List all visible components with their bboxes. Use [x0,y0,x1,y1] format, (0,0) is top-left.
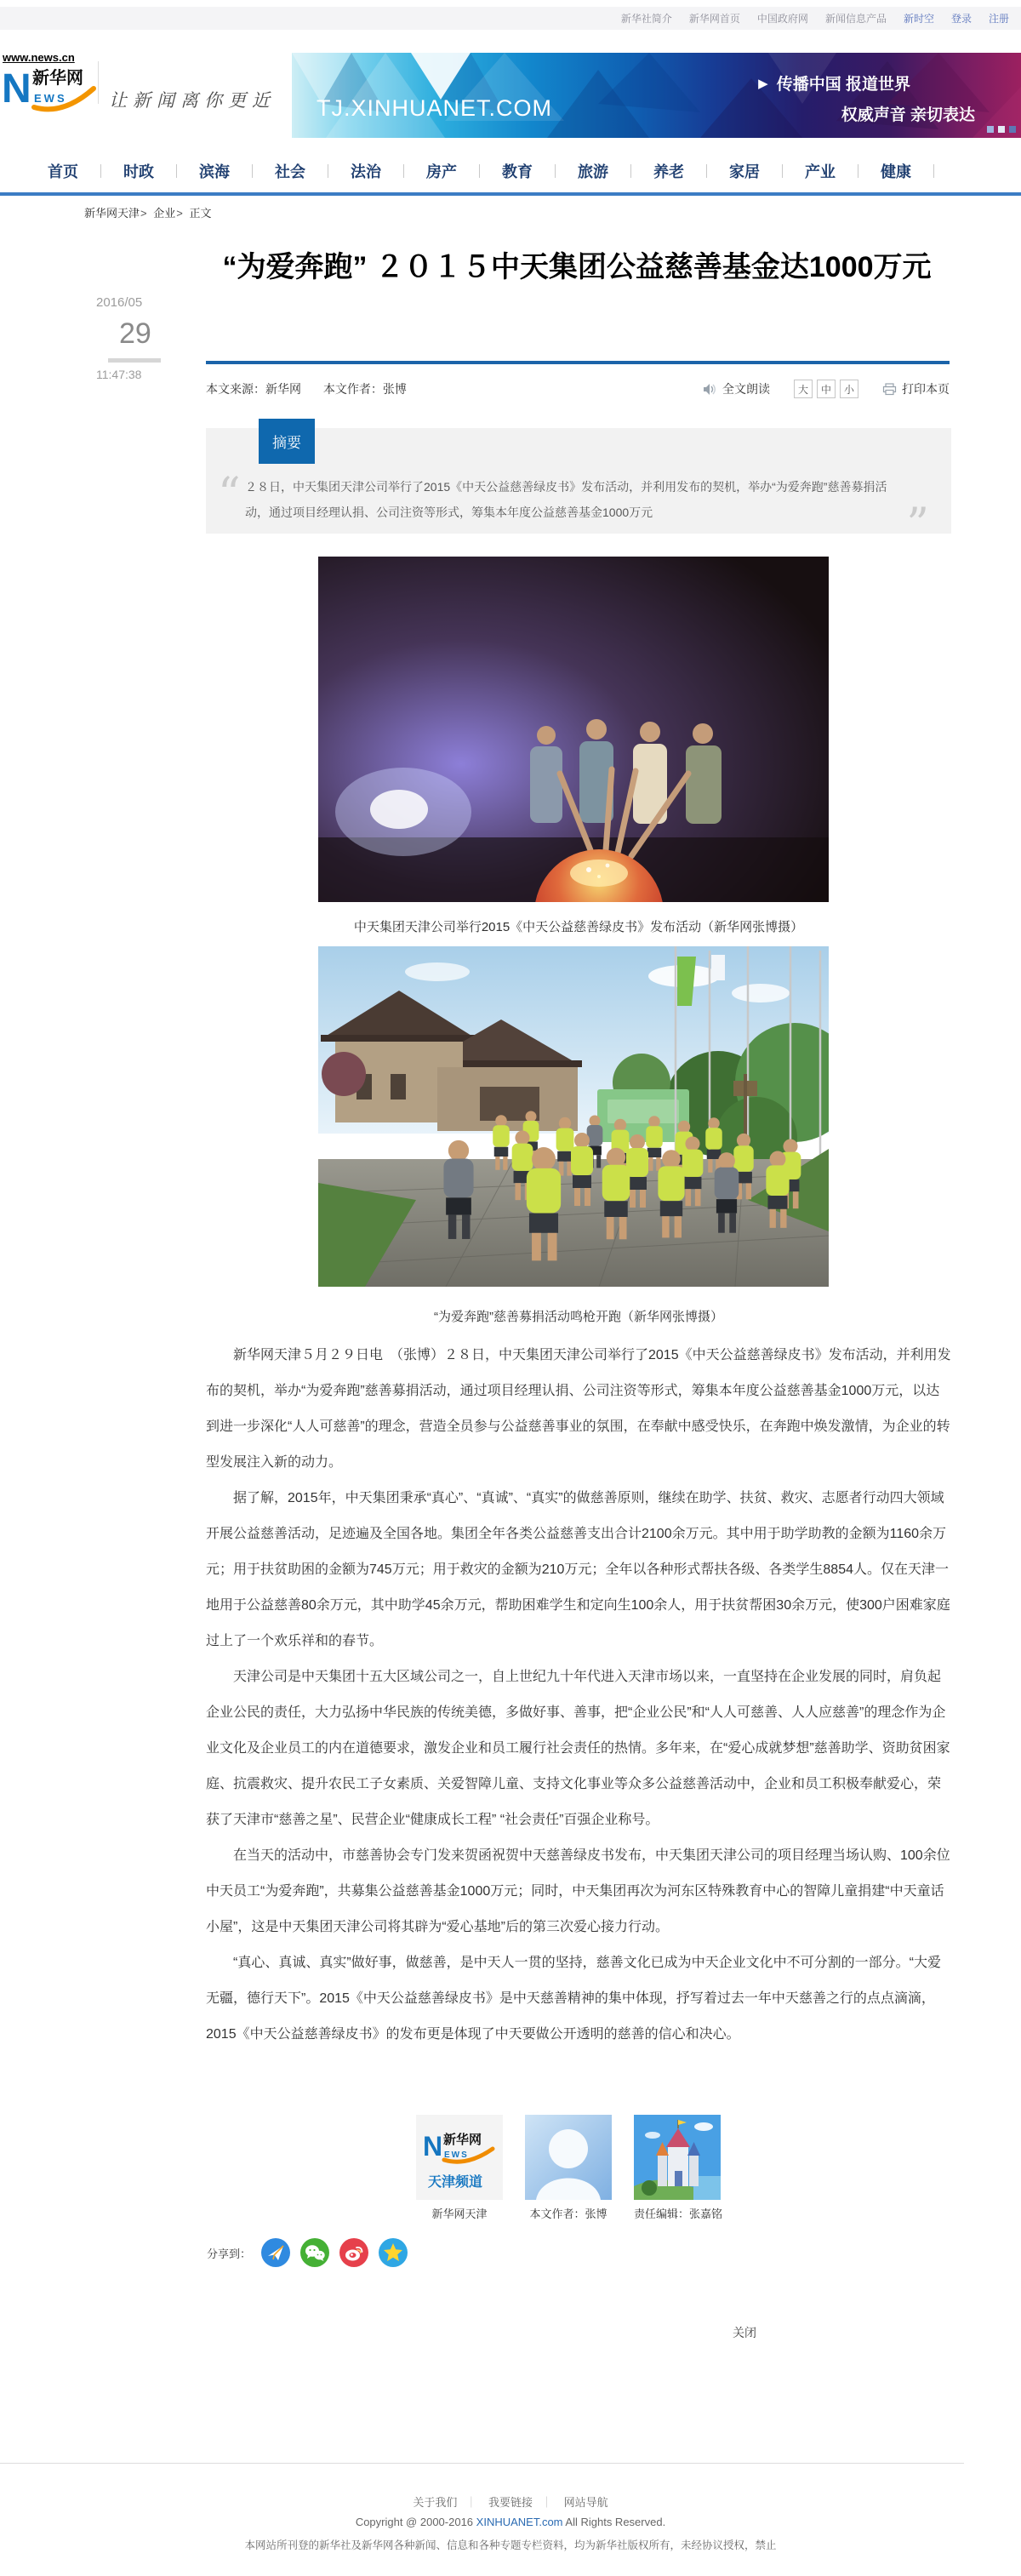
nav-item-education[interactable]: 教育 [502,163,533,180]
author-avatar [525,2115,612,2200]
play-arrow-icon: ▶ [758,76,768,91]
credit-channel-label: 新华网天津 [431,2208,488,2220]
pager-square-2[interactable] [998,126,1005,133]
topbar-link-register[interactable]: 注册 [988,13,1009,25]
speaker-icon [703,383,717,396]
footer-link-sitemap[interactable]: 网站导航 [563,2496,608,2509]
topbar-link-news-products[interactable]: 新闻信息产品 [824,13,887,25]
site-tagline: 让新闻离你更近 [109,90,276,111]
topbar-link-xinshikong[interactable]: 新时空 [903,13,934,25]
article-author: 本文作者：张博 [322,382,407,396]
topbar-link-xinhua-intro[interactable]: 新华社简介 [620,13,672,25]
tencent-weibo-share-icon[interactable] [261,2238,290,2267]
nav-item-furnishing[interactable]: 家居 [729,163,760,180]
abstract-box [206,428,951,551]
breadcrumb-channel[interactable]: 新华网天津 [84,207,140,220]
photo-charity-run [318,946,829,1291]
paragraph: 据了解，2015年，中天集团秉承“真心”、“真诚”、“真实”的做慈善原则，继续在助学、扶贫、救灾、志愿者行动四大领域开展公益慈善活动，足迹遍及全国各地。集团全年各类公益慈善支出合计2100余万元。其中用于助学助教的金额为1160余万元；用于扶贫助困的金额为745万元；用于救灾的金额为210万元；全年以各种形式帮扶各级、各类学生8854人。仅在天津一地用于公益慈善80余万元，其中助学45余万元，帮助困难学生和定向生100余人，用于扶贫帮困30余万元，使300户困难家庭过上了一个欢乐祥和的春节。 [206,1491,950,1648]
banner-slogan-1: ▶ 传播中国 报道世界 [758,76,910,94]
article-tools [703,380,950,398]
sina-weibo-share-icon[interactable] [339,2238,368,2267]
footer-disclaimer: 本网站所刊登的新华社及新华网各种新闻、信息和各种专题专栏资料，均为新华社版权所有，未经协议授权，禁止 [244,2539,777,2551]
banner-slogan-2: 权威声音 亲切表达 [841,106,975,124]
logo-n-letter: N [2,66,31,111]
xinhua-tianjin-channel-logo [416,2115,503,2200]
printer-icon [882,383,897,396]
svg-text:N: N [423,2131,443,2162]
nav-item-binhai[interactable]: 滨海 [199,163,230,180]
nav-item-property[interactable]: 房产 [426,163,457,180]
article-body [206,1338,951,2053]
article-meta-left [206,380,425,397]
close-article-link[interactable]: 关闭 [733,2326,756,2339]
pager-square-3[interactable] [1009,126,1016,133]
top-utility-bar [0,7,1021,30]
close-quote-mark: ” [906,500,929,551]
nav-underline [0,192,1021,196]
nav-item-elderly[interactable]: 养老 [653,163,684,180]
paragraph: “真心、真诚、真实”做好事，做慈善，是中天人一贯的坚持，慈善文化已成为中天企业文化中不可分割的一部分。“大爱无疆，德行天下”。2015《中天公益慈善绿皮书》是中天慈善精神的集中体现，抒写着过去一年中天慈善之行的点点滴滴，2015《中天公益慈善绿皮书》的发布更是体现了中天要做公开透明的慈善的信心和决心。 [206,1956,941,2042]
channel-banner[interactable] [292,53,1021,138]
nav-item-health[interactable]: 健康 [881,163,911,180]
topbar-link-xinhua-home[interactable]: 新华网首页 [688,13,740,25]
credit-author-label: 本文作者：张博 [529,2208,607,2220]
article-date-day: 29 [119,317,151,350]
nav-item-society[interactable]: 社会 [275,163,305,180]
credit-editor-label: 责任编辑：张嘉铭 [634,2208,723,2220]
main-nav [26,158,934,184]
article-date-yearmonth: 2016/05 [96,295,143,310]
nav-item-industry[interactable]: 产业 [805,163,836,180]
font-size-medium-button[interactable]: 中 [817,380,836,398]
footer-links: 关于我们 ｜ 我要链接 ｜ 网站导航 [413,2496,608,2509]
logo-name-text: 新华网 [32,69,83,88]
footer-xinhuanet-link[interactable]: XINHUANET.com [476,2516,563,2528]
print-page-button[interactable]: 打印本页 [882,380,950,397]
svg-text:新华网: 新华网 [443,2133,482,2147]
site-url[interactable]: www.news.cn [3,51,75,64]
article-title: “为爱奔跑” ２０１５中天集团公益慈善基金达1000万元 [222,251,932,283]
paragraph: 新华网天津５月２９日电 （张博）２８日，中天集团天津公司举行了2015《中天公益慈善绿皮书》发布活动，并利用发布的契机，举办“为爱奔跑”慈善募捐活动，通过项目经理认捐、公司注资等形式，筹集本年度公益慈善基金1000万元，以达到进一步深化“人人可慈善”的理念，营造全员参与公益慈善事业的氛围，在奉献中感受快乐，在奔跑中焕发激情，为企业的转型发展注入新的动力。 [206,1348,951,1470]
abstract-text: ２８日，中天集团天津公司举行了2015《中天公益慈善绿皮书》发布活动，并利用发布的契机，举办“为爱奔跑”慈善募捐活动，通过项目经理认捐、公司注资等形式，筹集本年度公益慈善基金1000万元 [245,480,887,519]
read-aloud-button[interactable]: 全文朗读 [703,380,770,397]
breadcrumb: 新华网天津> 企业> 正文 [84,207,212,220]
footer-copyright: Copyright @ 2000-2016 XINHUANET.com All Rights Reserved. [355,2516,666,2528]
footer-link-about[interactable]: 关于我们 [413,2496,458,2509]
topbar-link-login[interactable]: 登录 [950,13,972,25]
open-quote-mark: “ [218,469,241,520]
article-date-time: 11:47:38 [96,368,142,381]
abstract-tab: 摘要 [259,419,315,464]
share-label: 分享到： [207,2247,252,2260]
footer-divider [0,2463,964,2464]
qzone-share-icon[interactable] [379,2238,408,2267]
xinhuanet-logo[interactable] [2,65,102,112]
svg-text:天津频道: 天津频道 [428,2175,483,2190]
breadcrumb-section[interactable]: 企业 [153,207,176,220]
paragraph: 天津公司是中天集团十五大区域公司之一，自上世纪九十年代进入天津市场以来，一直坚持在企业发展的同时，肩负起企业公民的责任，大力弘扬中华民族的传统美德，多做好事、善事，把“企业公民”和“人人可慈善、人人应慈善”的理念作为企业文化及企业员工的内在道德要求，激发企业和员工履行社会责任的热情。多年来，在“爱心成就梦想”慈善助学、资助贫困家庭、抗震救灾、提升农民工子女素质、关爱智障儿童、支持文化事业等众多公益慈善活动中，企业和员工积极奉献爱心，荣获了天津市“慈善之星”、民营企业“健康成长工程” “社会责任”百强企业称号。 [206,1670,950,1827]
nav-item-travel[interactable]: 旅游 [578,163,608,180]
wechat-share-icon[interactable] [300,2238,329,2267]
credit-card-editor [634,2115,721,2221]
abstract-section [206,419,951,551]
credit-card-channel [416,2115,503,2221]
photo-caption-2: “为爱奔跑”慈善募捐活动鸣枪开跑（新华网张博摄） [434,1310,723,1324]
article-meta-row [206,378,950,400]
date-divider [108,358,161,363]
nav-item-law[interactable]: 法治 [351,163,381,180]
font-size-small-button[interactable]: 小 [840,380,858,398]
nav-item-home[interactable]: 首页 [48,163,78,180]
banner-pager-squares[interactable] [987,126,1016,133]
font-size-controls [794,380,858,398]
logo-ews-text: EWS [34,92,67,105]
footer-link-linkus[interactable]: 我要链接 [488,2496,533,2509]
editor-avatar-castle [634,2115,721,2200]
banner-domain-text: TJ.XINHUANET.COM [317,95,553,121]
pager-square-1[interactable] [987,126,994,133]
photo-caption-1: 中天集团天津公司举行2015《中天公益慈善绿皮书》发布活动（新华网张博摄） [353,920,804,934]
share-row [207,2238,408,2267]
credits-section [206,2115,931,2221]
paragraph: 在当天的活动中，市慈善协会专门发来贺函祝贺中天慈善绿皮书发布，中天集团天津公司的项目经理当场认购、100余位中天员工“为爱奔跑”，共募集公益慈善基金1000万元；同时，中天集团再次为河东区特殊教育中心的智障儿童捐建“中天童话小屋”，这是中天集团天津公司将其辟为“爱心基地”后的第三次爱心接力行动。 [206,1848,950,1934]
topbar-link-gov[interactable]: 中国政府网 [756,13,808,25]
credit-card-author [525,2115,612,2221]
font-size-large-button[interactable]: 大 [794,380,813,398]
breadcrumb-current: 正文 [189,207,212,220]
nav-item-politics[interactable]: 时政 [123,163,154,180]
title-divider [206,361,950,364]
photo-launch-ceremony [318,557,829,906]
header-divider [98,61,99,104]
article-source: 本文来源：新华网 [206,382,301,396]
svg-text:EWS: EWS [444,2150,469,2160]
